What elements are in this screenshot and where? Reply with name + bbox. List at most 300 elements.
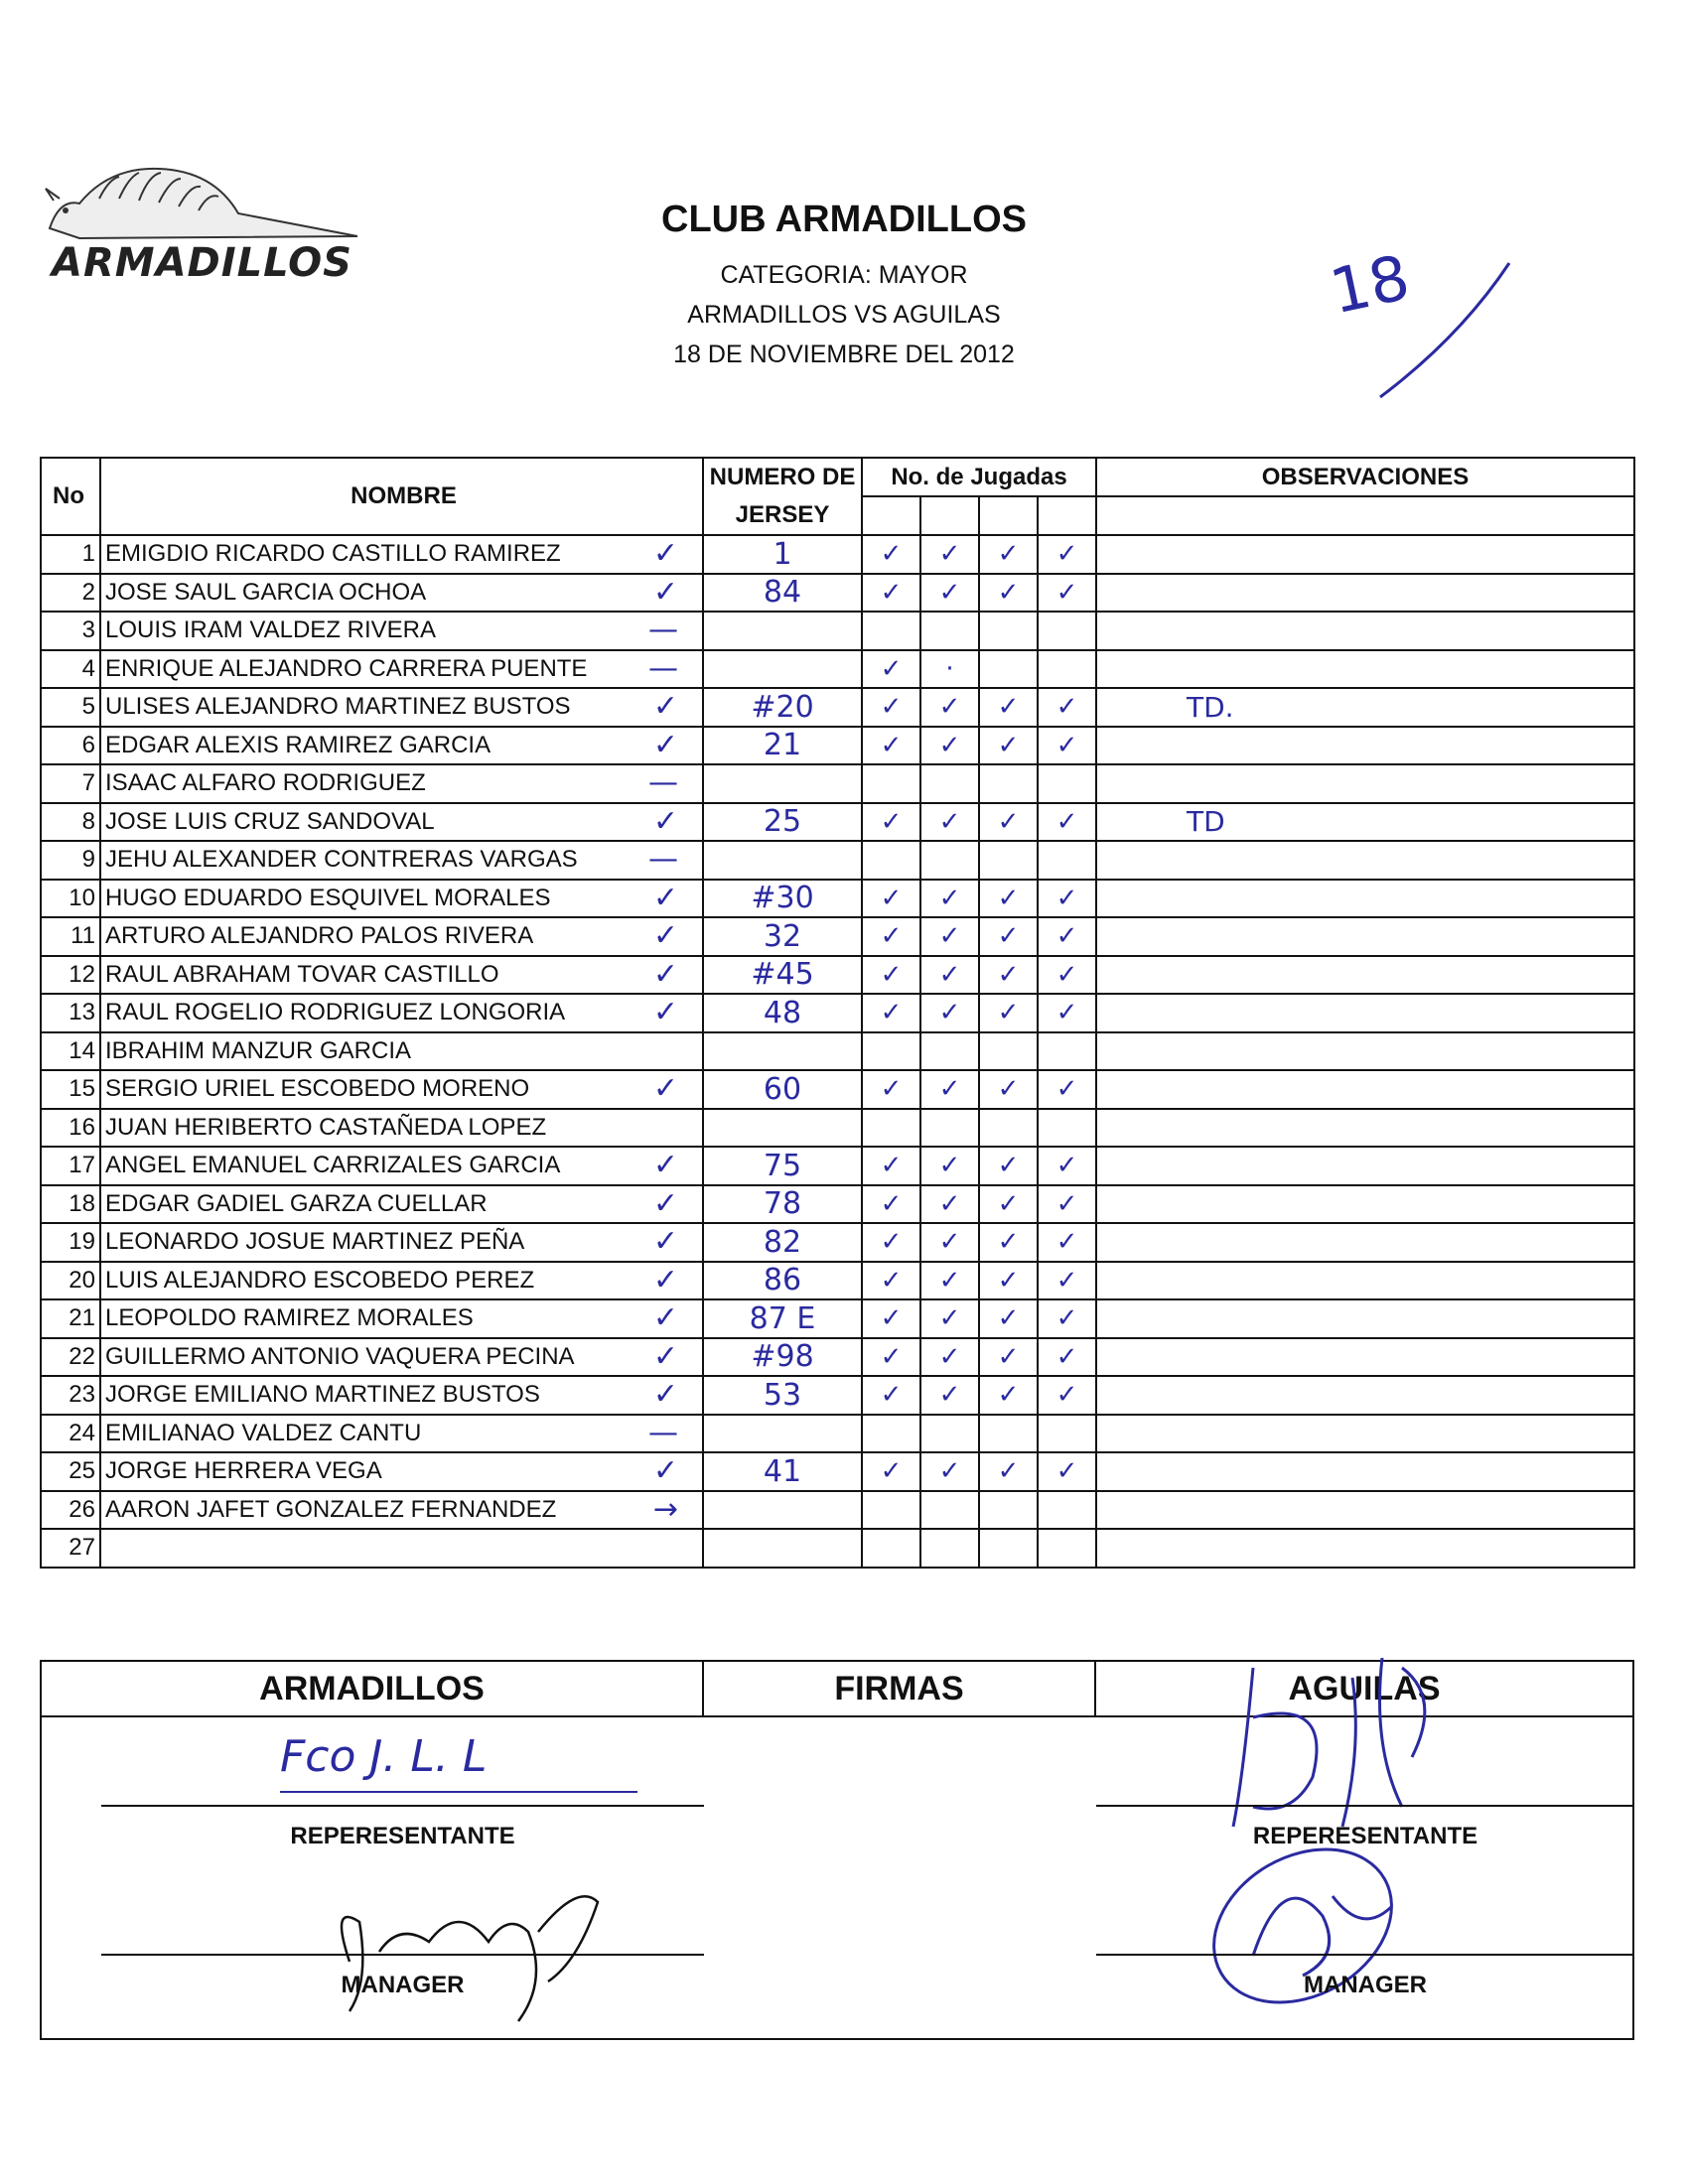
attendance-mark: ✓ — [652, 1453, 678, 1488]
player-name: LEOPOLDO RAMIREZ MORALES — [105, 1304, 474, 1332]
play-mark: ✓ — [979, 1299, 1038, 1338]
play-mark: ✓ — [920, 688, 979, 727]
play-mark: ✓ — [920, 1376, 979, 1415]
row-number: 25 — [41, 1452, 100, 1491]
play-mark: ✓ — [979, 1262, 1038, 1300]
jersey-number: 25 — [703, 803, 862, 842]
player-name-cell — [100, 994, 703, 1032]
play-mark: ✓ — [979, 1338, 1038, 1377]
row-number: 10 — [41, 880, 100, 918]
representative-underline-ink — [280, 1791, 637, 1793]
jersey-number — [703, 764, 862, 803]
play-mark: ✓ — [920, 803, 979, 842]
attendance-mark: — — [648, 1415, 678, 1450]
play-mark — [1038, 841, 1096, 880]
logo-wordmark: ARMADILLOS — [52, 240, 352, 286]
player-name: LUIS ALEJANDRO ESCOBEDO PEREZ — [105, 1266, 535, 1294]
observation — [1096, 956, 1634, 995]
player-name-cell — [100, 535, 703, 574]
firmas-title: FIRMAS — [703, 1661, 1095, 1716]
armadillo-icon — [40, 159, 367, 248]
play-mark: ✓ — [979, 880, 1038, 918]
attendance-mark: ✓ — [652, 1185, 678, 1221]
attendance-mark: — — [648, 765, 678, 800]
play-mark: ✓ — [920, 727, 979, 765]
jersey-number: 75 — [703, 1147, 862, 1185]
play-mark — [979, 650, 1038, 689]
player-name: ISAAC ALFARO RODRIGUEZ — [105, 769, 426, 797]
player-name-cell — [100, 1032, 703, 1071]
table-row — [41, 1376, 1634, 1415]
play-mark: ✓ — [862, 917, 920, 956]
play-mark: ✓ — [1038, 727, 1096, 765]
player-name: GUILLERMO ANTONIO VAQUERA PECINA — [105, 1342, 575, 1370]
attendance-mark: ✓ — [652, 1148, 678, 1182]
col-header-observations: OBSERVACIONES — [1096, 458, 1634, 496]
play-mark: ✓ — [1038, 994, 1096, 1032]
table-row — [41, 1070, 1634, 1109]
player-name: EDGAR ALEXIS RAMIREZ GARCIA — [105, 731, 492, 758]
row-number: 5 — [41, 688, 100, 727]
table-row — [41, 880, 1634, 918]
play-mark — [862, 1032, 920, 1071]
jersey-number: 86 — [703, 1262, 862, 1300]
roster-body — [41, 535, 1634, 1568]
player-name-cell — [100, 1452, 703, 1491]
jersey-number: 1 — [703, 535, 862, 574]
play-mark: ✓ — [920, 917, 979, 956]
play-mark — [1038, 1529, 1096, 1568]
signature-area — [41, 1716, 1633, 2039]
row-number: 13 — [41, 994, 100, 1032]
play-mark: ✓ — [1038, 803, 1096, 842]
play-mark: ✓ — [1038, 688, 1096, 727]
table-row — [41, 1262, 1634, 1300]
row-number: 23 — [41, 1376, 100, 1415]
jersey-number — [703, 1491, 862, 1530]
jersey-number — [703, 1032, 862, 1071]
play-mark: ✓ — [862, 1223, 920, 1262]
category-line: CATEGORIA: MAYOR — [720, 261, 968, 289]
observation — [1096, 1223, 1634, 1262]
play-mark — [920, 1109, 979, 1148]
player-name: ENRIQUE ALEJANDRO CARRERA PUENTE — [105, 654, 588, 682]
play-mark: ✓ — [920, 1070, 979, 1109]
observation: TD. — [1096, 688, 1634, 727]
player-name-cell — [100, 1262, 703, 1300]
play-mark: ✓ — [920, 1452, 979, 1491]
observation — [1096, 574, 1634, 613]
play-mark: ✓ — [1038, 917, 1096, 956]
observation — [1096, 764, 1634, 803]
play-mark — [1038, 1415, 1096, 1453]
player-name: EMIGDIO RICARDO CASTILLO RAMIREZ — [105, 540, 561, 568]
attendance-mark: ✓ — [652, 995, 678, 1029]
play-mark: ✓ — [862, 803, 920, 842]
jersey-number: #98 — [703, 1338, 862, 1377]
player-name-cell — [100, 727, 703, 765]
observation — [1096, 994, 1634, 1032]
play-mark: ✓ — [1038, 1262, 1096, 1300]
player-name-cell — [100, 841, 703, 880]
observation — [1096, 1032, 1634, 1071]
jersey-number — [703, 1529, 862, 1568]
attendance-mark: ✓ — [652, 1071, 678, 1106]
play-mark: ✓ — [979, 803, 1038, 842]
attendance-mark: ✓ — [652, 1300, 678, 1335]
play-mark: ✓ — [920, 574, 979, 613]
player-name: JORGE HERRERA VEGA — [105, 1457, 382, 1485]
jersey-number: 21 — [703, 727, 862, 765]
jersey-number: #45 — [703, 956, 862, 995]
play-mark: ✓ — [979, 1223, 1038, 1262]
table-row — [41, 727, 1634, 765]
play-mark: ✓ — [920, 880, 979, 918]
player-name-cell — [100, 956, 703, 995]
col-header-plays: No. de Jugadas — [862, 458, 1096, 496]
play-mark — [1038, 764, 1096, 803]
table-row — [41, 1491, 1634, 1530]
play-mark — [920, 841, 979, 880]
play-mark: ✓ — [979, 574, 1038, 613]
play-mark: ✓ — [862, 956, 920, 995]
play-mark: ✓ — [920, 1223, 979, 1262]
jersey-number — [703, 650, 862, 689]
jersey-number: 41 — [703, 1452, 862, 1491]
observation — [1096, 1491, 1634, 1530]
jersey-number — [703, 1109, 862, 1148]
observation — [1096, 1299, 1634, 1338]
play-mark — [920, 1529, 979, 1568]
play-mark: ✓ — [920, 535, 979, 574]
table-row — [41, 574, 1634, 613]
play-mark — [1038, 612, 1096, 650]
player-name: JEHU ALEXANDER CONTRERAS VARGAS — [105, 846, 578, 874]
table-row — [41, 1185, 1634, 1224]
player-name: LEONARDO JOSUE MARTINEZ PEÑA — [105, 1228, 525, 1256]
row-number: 12 — [41, 956, 100, 995]
player-name-cell — [100, 650, 703, 689]
play-mark: ✓ — [862, 727, 920, 765]
roster-table — [40, 457, 1635, 1569]
row-number: 14 — [41, 1032, 100, 1071]
row-number: 2 — [41, 574, 100, 613]
player-name: RAUL ABRAHAM TOVAR CASTILLO — [105, 960, 499, 988]
row-number: 11 — [41, 917, 100, 956]
play-mark — [979, 612, 1038, 650]
player-name: SERGIO URIEL ESCOBEDO MORENO — [105, 1075, 530, 1103]
jersey-number: 48 — [703, 994, 862, 1032]
player-name-cell — [100, 880, 703, 918]
play-subcol-3 — [979, 496, 1038, 535]
row-number: 6 — [41, 727, 100, 765]
player-name-cell — [100, 1147, 703, 1185]
player-name-cell — [100, 612, 703, 650]
jersey-number — [703, 1415, 862, 1453]
player-name: ANGEL EMANUEL CARRIZALES GARCIA — [105, 1152, 561, 1179]
jersey-number: 60 — [703, 1070, 862, 1109]
observation — [1096, 612, 1634, 650]
player-name-cell — [100, 1223, 703, 1262]
row-number: 4 — [41, 650, 100, 689]
table-row — [41, 956, 1634, 995]
player-name: LOUIS IRAM VALDEZ RIVERA — [105, 616, 436, 644]
observation — [1096, 841, 1634, 880]
handwritten-slash-mark — [1370, 258, 1519, 407]
observation — [1096, 1185, 1634, 1224]
play-mark: ✓ — [979, 1147, 1038, 1185]
observation — [1096, 1147, 1634, 1185]
player-name: JUAN HERIBERTO CASTAÑEDA LOPEZ — [105, 1113, 547, 1141]
attendance-mark: ✓ — [652, 1338, 678, 1374]
attendance-mark: ✓ — [652, 956, 678, 992]
table-row — [41, 1529, 1634, 1568]
play-mark: ✓ — [1038, 1223, 1096, 1262]
signature-table — [40, 1660, 1634, 2040]
table-row — [41, 688, 1634, 727]
player-name-cell — [100, 1299, 703, 1338]
play-mark: ✓ — [862, 1185, 920, 1224]
play-mark — [862, 1491, 920, 1530]
play-mark — [862, 1109, 920, 1148]
play-mark — [979, 1491, 1038, 1530]
player-name: HUGO EDUARDO ESQUIVEL MORALES — [105, 884, 551, 911]
table-row — [41, 650, 1634, 689]
player-name-cell — [100, 917, 703, 956]
row-number: 15 — [41, 1070, 100, 1109]
observation — [1096, 1109, 1634, 1148]
armadillos-manager-signature — [290, 1843, 628, 2041]
play-mark: ✓ — [1038, 1452, 1096, 1491]
play-mark: ✓ — [1038, 574, 1096, 613]
row-number: 9 — [41, 841, 100, 880]
observation — [1096, 1452, 1634, 1491]
play-mark: ✓ — [1038, 1147, 1096, 1185]
play-subcol-2 — [920, 496, 979, 535]
play-mark — [920, 1032, 979, 1071]
play-mark: ✓ — [1038, 1070, 1096, 1109]
attendance-mark: ✓ — [652, 1224, 678, 1259]
player-name: JORGE EMILIANO MARTINEZ BUSTOS — [105, 1381, 540, 1409]
jersey-number: 53 — [703, 1376, 862, 1415]
observation — [1096, 1529, 1634, 1568]
armadillos-representative-line — [101, 1805, 704, 1807]
player-name-cell — [100, 1338, 703, 1377]
row-number: 21 — [41, 1299, 100, 1338]
player-name-cell — [100, 574, 703, 613]
table-row — [41, 1338, 1634, 1377]
jersey-number: #30 — [703, 880, 862, 918]
row-number: 18 — [41, 1185, 100, 1224]
observation — [1096, 535, 1634, 574]
row-number: 8 — [41, 803, 100, 842]
player-name-cell — [100, 764, 703, 803]
play-mark: ✓ — [920, 1338, 979, 1377]
play-mark — [979, 1032, 1038, 1071]
play-mark: ✓ — [862, 535, 920, 574]
table-row — [41, 1109, 1634, 1148]
play-mark: ✓ — [979, 1070, 1038, 1109]
row-number: 27 — [41, 1529, 100, 1568]
table-row — [41, 612, 1634, 650]
aguilas-signature-title: AGUILAS — [1095, 1661, 1633, 1716]
attendance-mark: — — [648, 650, 678, 686]
play-mark — [1038, 1491, 1096, 1530]
armadillos-manager-label: MANAGER — [341, 1972, 465, 1998]
armadillos-signature-title: ARMADILLOS — [41, 1661, 703, 1716]
attendance-mark: ✓ — [652, 880, 678, 915]
play-mark — [862, 1415, 920, 1453]
player-name: AARON JAFET GONZALEZ FERNANDEZ — [105, 1495, 557, 1523]
table-row — [41, 535, 1634, 574]
aguilas-representative-label: REPERESENTANTE — [1252, 1823, 1478, 1849]
jersey-number: 32 — [703, 917, 862, 956]
play-mark: ✓ — [1038, 1338, 1096, 1377]
attendance-mark: ✓ — [652, 536, 678, 571]
play-mark: ✓ — [979, 1185, 1038, 1224]
play-mark — [920, 612, 979, 650]
play-mark — [1038, 1109, 1096, 1148]
player-name: ARTURO ALEJANDRO PALOS RIVERA — [105, 922, 534, 950]
table-row — [41, 1223, 1634, 1262]
player-name: JOSE SAUL GARCIA OCHOA — [105, 578, 427, 606]
observation — [1096, 1262, 1634, 1300]
jersey-number: 87 E — [703, 1299, 862, 1338]
observation — [1096, 880, 1634, 918]
aguilas-manager-line — [1096, 1954, 1634, 1956]
play-mark — [979, 1415, 1038, 1453]
jersey-number: 78 — [703, 1185, 862, 1224]
player-name: RAUL ROGELIO RODRIGUEZ LONGORIA — [105, 999, 566, 1026]
armadillos-manager-line — [101, 1954, 704, 1956]
jersey-number: #20 — [703, 688, 862, 727]
aguilas-manager-label: MANAGER — [1304, 1972, 1427, 1998]
play-mark — [979, 1109, 1038, 1148]
aguilas-representative-line — [1096, 1805, 1634, 1807]
play-mark: ✓ — [862, 574, 920, 613]
play-mark — [979, 764, 1038, 803]
row-number: 7 — [41, 764, 100, 803]
observation — [1096, 650, 1634, 689]
play-mark — [862, 764, 920, 803]
player-name-cell — [100, 1415, 703, 1453]
play-mark: ✓ — [979, 688, 1038, 727]
obs-subcol — [1096, 496, 1634, 535]
jersey-number — [703, 612, 862, 650]
armadillos-representative-signature: Fco J. L. L — [280, 1731, 488, 1782]
attendance-mark: ✓ — [652, 918, 678, 953]
play-mark: ✓ — [1038, 1376, 1096, 1415]
attendance-mark: ✓ — [652, 1377, 678, 1412]
play-mark: ✓ — [1038, 880, 1096, 918]
play-mark — [979, 841, 1038, 880]
player-name-cell — [100, 1070, 703, 1109]
play-mark: ✓ — [862, 994, 920, 1032]
play-mark — [862, 1529, 920, 1568]
jersey-number — [703, 841, 862, 880]
play-mark: ✓ — [920, 956, 979, 995]
table-row — [41, 1147, 1634, 1185]
armadillos-representative-label: REPERESENTANTE — [290, 1823, 515, 1849]
row-number: 3 — [41, 612, 100, 650]
play-mark: ✓ — [920, 1185, 979, 1224]
attendance-mark: ✓ — [652, 689, 678, 724]
play-mark — [862, 841, 920, 880]
row-number: 24 — [41, 1415, 100, 1453]
player-name: JOSE LUIS CRUZ SANDOVAL — [105, 807, 435, 835]
jersey-number: 82 — [703, 1223, 862, 1262]
play-mark: ✓ — [862, 880, 920, 918]
row-number: 17 — [41, 1147, 100, 1185]
jersey-number: 84 — [703, 574, 862, 613]
attendance-mark: ✓ — [652, 727, 678, 762]
observation — [1096, 917, 1634, 956]
play-mark — [920, 764, 979, 803]
play-mark: ✓ — [1038, 1185, 1096, 1224]
play-mark: ✓ — [979, 917, 1038, 956]
table-row — [41, 1032, 1634, 1071]
play-mark: ✓ — [979, 1376, 1038, 1415]
play-mark — [920, 1415, 979, 1453]
table-row — [41, 1299, 1634, 1338]
player-name: IBRAHIM MANZUR GARCIA — [105, 1036, 412, 1064]
player-name-cell — [100, 1491, 703, 1530]
play-subcol-1 — [862, 496, 920, 535]
player-name-cell — [100, 1376, 703, 1415]
play-mark: ✓ — [979, 1452, 1038, 1491]
play-mark: ✓ — [1038, 535, 1096, 574]
play-mark: ✓ — [862, 688, 920, 727]
player-name-cell — [100, 1529, 703, 1568]
player-name-cell — [100, 1109, 703, 1148]
attendance-mark: — — [648, 613, 678, 647]
attendance-mark: ✓ — [652, 574, 678, 610]
play-mark: ✓ — [862, 1376, 920, 1415]
play-mark: ✓ — [979, 956, 1038, 995]
table-row — [41, 917, 1634, 956]
observation — [1096, 727, 1634, 765]
matchup-line: ARMADILLOS VS AGUILAS — [687, 301, 1001, 329]
observation — [1096, 1338, 1634, 1377]
attendance-mark: — — [648, 842, 678, 877]
play-mark — [920, 1491, 979, 1530]
table-row — [41, 841, 1634, 880]
play-mark — [979, 1529, 1038, 1568]
play-mark: ✓ — [920, 1147, 979, 1185]
handwritten-number: 18 — [1324, 240, 1416, 329]
col-header-no: No — [41, 458, 100, 535]
observation — [1096, 1376, 1634, 1415]
table-row — [41, 764, 1634, 803]
row-number: 1 — [41, 535, 100, 574]
play-mark: ✓ — [862, 650, 920, 689]
row-number: 22 — [41, 1338, 100, 1377]
play-mark: ✓ — [979, 994, 1038, 1032]
play-mark: ✓ — [979, 727, 1038, 765]
col-header-name: NOMBRE — [100, 458, 703, 535]
observation — [1096, 1070, 1634, 1109]
play-mark: ✓ — [862, 1147, 920, 1185]
play-mark: · — [920, 650, 979, 689]
play-mark: ✓ — [1038, 956, 1096, 995]
observation — [1096, 1415, 1634, 1453]
observation: TD — [1096, 803, 1634, 842]
player-name: EDGAR GADIEL GARZA CUELLAR — [105, 1189, 488, 1217]
aguilas-representative-signature — [1213, 1658, 1472, 1837]
player-name: EMILIANAO VALDEZ CANTU — [105, 1419, 422, 1446]
play-subcol-4 — [1038, 496, 1096, 535]
table-row — [41, 1415, 1634, 1453]
